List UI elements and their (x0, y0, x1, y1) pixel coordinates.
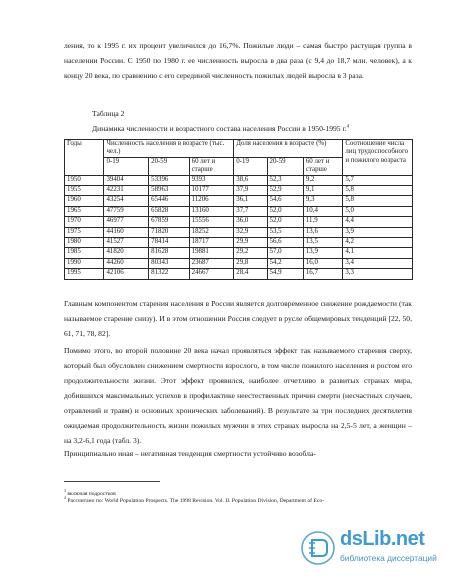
cell-share-20-59: 52,9 (267, 186, 303, 196)
cell-share-20-59: 56,6 (267, 237, 303, 247)
cell-ratio: 4,2 (343, 237, 413, 247)
paragraph-negative-trend: Принципиально иная – негативная тенденция смертности устойчиво возобла- (64, 449, 316, 458)
dslib-brand: dsLib.net (340, 528, 425, 550)
cell-share-60-plus: 9,1 (303, 186, 342, 196)
dslib-watermark[interactable] (300, 526, 446, 570)
table-row (65, 175, 413, 185)
cell-year: 1980 (65, 237, 104, 247)
caption-footnote-mark: 4 (346, 124, 350, 130)
cell-share-60-plus: 11,9 (303, 217, 342, 227)
paragraph-aging-above: Помимо этого, во второй половине 20 века начал проявляться эффект так называемого старения сверху, который был обусловлен снижением смертности взрослого, в том числе пожилого населения и ростом его продолжительности жизни. Этот эффект проявился, наиболее отчетливо в развитых странах мира, добившихся максимальных успехов в профилактике неестественных причин смерти (несчастных случаев, отравлений и травм) и основных хронических заболеваний). В результате за три последних десятилетия ожидаемая продолжительность жизни пожилых мужчин в этих странах выросла на 2,5-5 лет, а женщин – на 3,2-6,1 года (табл. 3). (64, 346, 412, 445)
cell-year: 1965 (65, 206, 104, 216)
cell-count-20-59: 81628 (149, 248, 190, 258)
header-share-group: Доля населения в возрасте (%) (234, 140, 343, 158)
cell-count-20-59: 78414 (149, 237, 190, 247)
cell-share-60-plus: 13,9 (303, 248, 342, 258)
paragraph-aging-below: Главным компонентом старения населения в России является долговременное снижение рождаемости (так называемое старение снизу). И в этом отношении Россия следует в русле общемировых тенденций [22, 50, 61, 71, 78, 82]. (64, 299, 412, 338)
cell-share-20-59: 52,0 (267, 206, 303, 216)
table-row (65, 186, 413, 196)
cell-ratio: 4,4 (343, 217, 413, 227)
cell-count-0-19: 41527 (104, 237, 149, 247)
cell-ratio: 3,9 (343, 227, 413, 237)
cell-year: 1970 (65, 217, 104, 227)
cell-count-60-plus: 18252 (189, 227, 234, 237)
cell-count-60-plus: 10177 (189, 186, 234, 196)
cell-ratio: 5,7 (343, 175, 413, 185)
cell-count-0-19: 39404 (104, 175, 149, 185)
cell-share-0-19: 28,4 (234, 269, 267, 279)
cell-share-20-59: 54,6 (267, 196, 303, 206)
cell-count-20-59: 71820 (149, 227, 190, 237)
header-ratio: Соотношение числа лиц трудоспособного и пожилого возраста (343, 140, 413, 176)
cell-share-0-19: 36,1 (234, 196, 267, 206)
cell-count-60-plus: 24667 (189, 269, 234, 279)
cell-year: 1990 (65, 258, 104, 268)
table-row (65, 196, 413, 206)
cell-count-0-19: 43254 (104, 196, 149, 206)
header-count-group: Численность населения в возрасте (тыс. чел.) (104, 140, 234, 158)
cell-share-20-59: 53,5 (267, 227, 303, 237)
cell-year: 1975 (65, 227, 104, 237)
cell-count-0-19: 47759 (104, 206, 149, 216)
cell-share-0-19: 32,9 (234, 227, 267, 237)
table-row (65, 217, 413, 227)
cell-share-0-19: 38,6 (234, 175, 267, 185)
cell-share-0-19: 29,9 (234, 237, 267, 247)
cell-ratio: 5,8 (343, 196, 413, 206)
cell-count-0-19: 42231 (104, 186, 149, 196)
header-share-20-59: 20-59 (267, 157, 303, 175)
header-share-60-plus: 60 лет и старше (303, 157, 342, 175)
header-count-0-19: 0-19 (104, 157, 149, 175)
cell-ratio: 3,4 (343, 258, 413, 268)
table-label: Таблица 2 (92, 109, 125, 118)
footnote-4 (64, 494, 324, 505)
table-row (65, 248, 413, 258)
table-row (65, 206, 413, 216)
cell-count-60-plus: 13160 (189, 206, 234, 216)
dslib-subtitle: библиотека диссертаций (340, 553, 437, 563)
cell-ratio: 3,3 (343, 269, 413, 279)
table-row (65, 269, 413, 279)
cell-year: 1985 (65, 248, 104, 258)
cell-share-60-plus: 13,6 (303, 227, 342, 237)
cell-ratio: 4,1 (343, 248, 413, 258)
cell-share-20-59: 54,9 (267, 269, 303, 279)
dslib-logo-icon (300, 530, 336, 566)
cell-share-20-59: 54,2 (267, 258, 303, 268)
cell-year: 1950 (65, 175, 104, 185)
population-table (64, 139, 413, 280)
header-count-20-59: 20-59 (149, 157, 190, 175)
cell-count-60-plus: 11206 (189, 196, 234, 206)
cell-year: 1955 (65, 186, 104, 196)
cell-count-0-19: 44160 (104, 227, 149, 237)
cell-share-0-19: 29,8 (234, 258, 267, 268)
cell-count-60-plus: 9393 (189, 175, 234, 185)
table-row (65, 227, 413, 237)
footnote-4-text: Рассчитано по: World Population Prospects. The 1998 Revision. Vol. II. Population Division, Department of Eco- (67, 497, 324, 504)
cell-share-0-19: 29,2 (234, 248, 267, 258)
cell-count-60-plus: 23687 (189, 258, 234, 268)
cell-count-20-59: 53396 (149, 175, 190, 185)
cell-count-20-59: 81322 (149, 269, 190, 279)
header-year: Годы (65, 140, 104, 176)
paragraph-intro: ления, то к 1995 г. их процент увеличился до 16,7%. Пожилые люди – самая быстро растущая группа в населении России. С 1950 по 1980 г. ее численность выросла в два раза (с 9,4 до 18,7 млн. человек), а к концу 20 века, по сравнению с его серединой численность пожилых людей выросла в 3 раза. (64, 41, 412, 80)
cell-count-0-19: 44260 (104, 258, 149, 268)
cell-count-60-plus: 19881 (189, 248, 234, 258)
footnote-3-text: включая подростков (67, 490, 116, 497)
cell-count-0-19: 42106 (104, 269, 149, 279)
cell-ratio: 5,0 (343, 206, 413, 216)
cell-count-20-59: 65828 (149, 206, 190, 216)
footnote-divider (64, 481, 160, 482)
table-caption-text: Динамика численности и возрастного состава населения России в 1950-1995 г. (92, 124, 347, 133)
cell-share-60-plus: 9,3 (303, 196, 342, 206)
cell-count-20-59: 67859 (149, 217, 190, 227)
cell-count-60-plus: 18717 (189, 237, 234, 247)
table-row (65, 258, 413, 268)
cell-share-60-plus: 13,5 (303, 237, 342, 247)
cell-count-20-59: 58963 (149, 186, 190, 196)
cell-share-0-19: 36,0 (234, 217, 267, 227)
cell-count-0-19: 41820 (104, 248, 149, 258)
cell-share-60-plus: 16,0 (303, 258, 342, 268)
cell-count-60-plus: 15556 (189, 217, 234, 227)
header-row-1 (65, 140, 413, 158)
cell-share-20-59: 57,0 (267, 248, 303, 258)
table-caption (92, 124, 349, 133)
cell-count-20-59: 80343 (149, 258, 190, 268)
table-row (65, 237, 413, 247)
cell-share-0-19: 37,9 (234, 186, 267, 196)
cell-share-60-plus: 10,4 (303, 206, 342, 216)
cell-year: 1995 (65, 269, 104, 279)
cell-count-20-59: 65446 (149, 196, 190, 206)
header-share-0-19: 0-19 (234, 157, 267, 175)
cell-share-0-19: 37,7 (234, 206, 267, 216)
cell-ratio: 5,8 (343, 186, 413, 196)
cell-share-60-plus: 9,2 (303, 175, 342, 185)
cell-share-20-59: 52,3 (267, 175, 303, 185)
cell-year: 1960 (65, 196, 104, 206)
cell-share-60-plus: 16,7 (303, 269, 342, 279)
cell-share-20-59: 52,0 (267, 217, 303, 227)
header-count-60-plus: 60 лет и старше (189, 157, 234, 175)
footnote-3-mark: 3 (64, 488, 66, 493)
footnote-4-mark: 4 (64, 495, 66, 500)
cell-count-0-19: 46977 (104, 217, 149, 227)
